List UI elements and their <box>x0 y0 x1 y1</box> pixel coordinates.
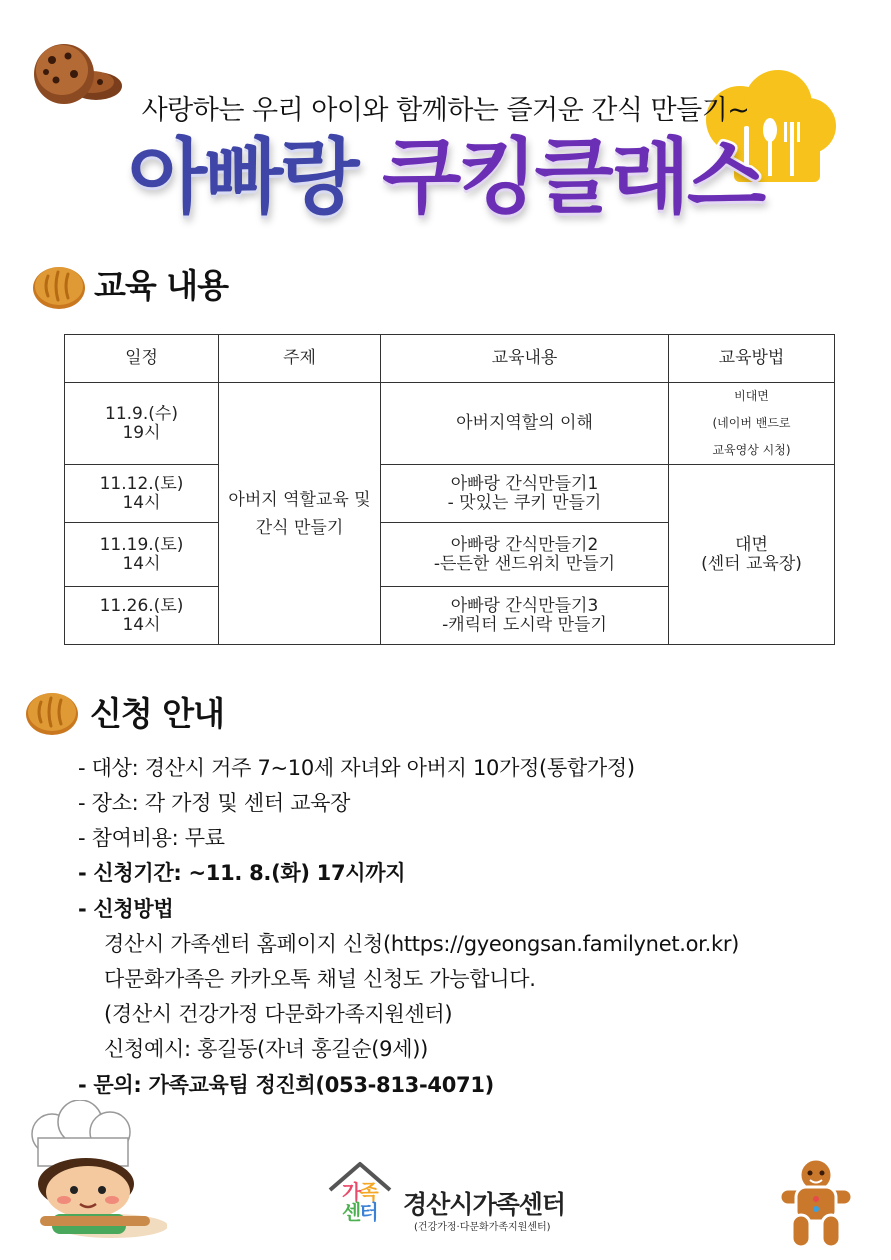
title-part-2: 쿠킹클래스 <box>382 130 764 225</box>
date-cell <box>65 465 219 523</box>
logo-char: 센 <box>342 1200 360 1224</box>
method-line: (네이버 밴드로 <box>712 416 791 430</box>
logo-char: 족 <box>359 1180 377 1204</box>
column-header-topic: 주제 <box>219 335 381 383</box>
info-contact: - 문의: 가족교육팀 정진희(053-813-4071) <box>78 1073 494 1097</box>
column-header-date: 일정 <box>65 335 219 383</box>
info-method-line: (경산시 건강가정 다문화가족지원센터) <box>104 1002 453 1026</box>
section-heading-education: 교육 내용 <box>94 266 229 305</box>
time-text: 14시 <box>122 614 161 635</box>
method-cell-offline <box>669 465 835 645</box>
date-text: 11.19.(토) <box>99 534 184 555</box>
date-text: 11.9.(수) <box>105 403 178 424</box>
time-text: 19시 <box>122 422 161 443</box>
info-method-label: - 신청방법 <box>78 897 174 921</box>
subtitle: 사랑하는 우리 아이와 함께하는 즐거운 간식 만들기~ <box>141 95 750 126</box>
method-line: 대면 <box>735 534 768 555</box>
info-place: - 장소: 각 가정 및 센터 교육장 <box>78 791 351 815</box>
topic-line: 간식 만들기 <box>255 517 344 538</box>
table-header-row <box>65 335 835 383</box>
info-method-line: 다문화가족은 카카오톡 채널 신청도 가능합니다. <box>104 967 536 991</box>
method-line: (센터 교육장) <box>701 553 802 574</box>
info-target: - 대상: 경산시 거주 7~10세 자녀와 아버지 10가정(통합가정) <box>78 756 635 780</box>
column-header-method: 교육방법 <box>669 335 835 383</box>
content-cell: 아버지역할의 이해 <box>381 383 669 465</box>
section-heading-application: 신청 안내 <box>90 694 225 733</box>
time-text: 14시 <box>122 553 161 574</box>
content-line: 아빠랑 간식만들기1 <box>450 473 599 494</box>
table-row <box>65 383 835 465</box>
content-line: - 맛있는 쿠키 만들기 <box>447 492 602 513</box>
org-subtitle: (건강가정·다문화가족지원센터) <box>414 1222 551 1233</box>
date-text: 11.12.(토) <box>99 473 184 494</box>
title-part-1: 아빠랑 <box>127 130 357 225</box>
content-line: -든든한 샌드위치 만들기 <box>433 553 616 574</box>
method-line: 교육영상 시청) <box>712 443 791 457</box>
date-cell <box>65 383 219 465</box>
time-text: 14시 <box>122 492 161 513</box>
topic-line: 아버지 역할교육 및 <box>228 489 371 510</box>
info-fee: - 참여비용: 무료 <box>78 826 225 850</box>
content-line: 아빠랑 간식만들기2 <box>450 534 599 555</box>
content-line: -캐릭터 도시락 만들기 <box>442 614 607 635</box>
topic-cell <box>219 383 381 645</box>
method-cell-online <box>669 383 835 465</box>
content-cell <box>381 465 669 523</box>
content-line: 아빠랑 간식만들기3 <box>450 595 599 616</box>
table-row <box>65 465 835 523</box>
schedule-table <box>64 334 835 645</box>
page-title <box>0 128 891 228</box>
column-header-content: 교육내용 <box>381 335 669 383</box>
date-cell <box>65 587 219 645</box>
org-name: 경산시가족센터 <box>403 1190 566 1219</box>
date-text: 11.26.(토) <box>99 595 184 616</box>
gingerbread-icon <box>772 1155 860 1251</box>
method-line: 비대면 <box>734 389 769 403</box>
info-method-line: 경산시 가족센터 홈페이지 신청(https://gyeongsan.familynet.or.kr) <box>104 932 740 956</box>
logo-char: 가 <box>342 1180 360 1204</box>
logo-char: 터 <box>359 1200 377 1224</box>
content-cell <box>381 587 669 645</box>
info-method-line: 신청예시: 홍길동(자녀 홍길순(9세)) <box>104 1037 428 1061</box>
info-period: - 신청기간: ~11. 8.(화) 17시까지 <box>78 861 406 885</box>
bread-icon <box>25 688 79 736</box>
bread-icon <box>32 262 86 310</box>
chef-child-icon <box>22 1100 167 1240</box>
logo-text <box>342 1182 377 1222</box>
date-cell <box>65 523 219 587</box>
content-cell <box>381 523 669 587</box>
